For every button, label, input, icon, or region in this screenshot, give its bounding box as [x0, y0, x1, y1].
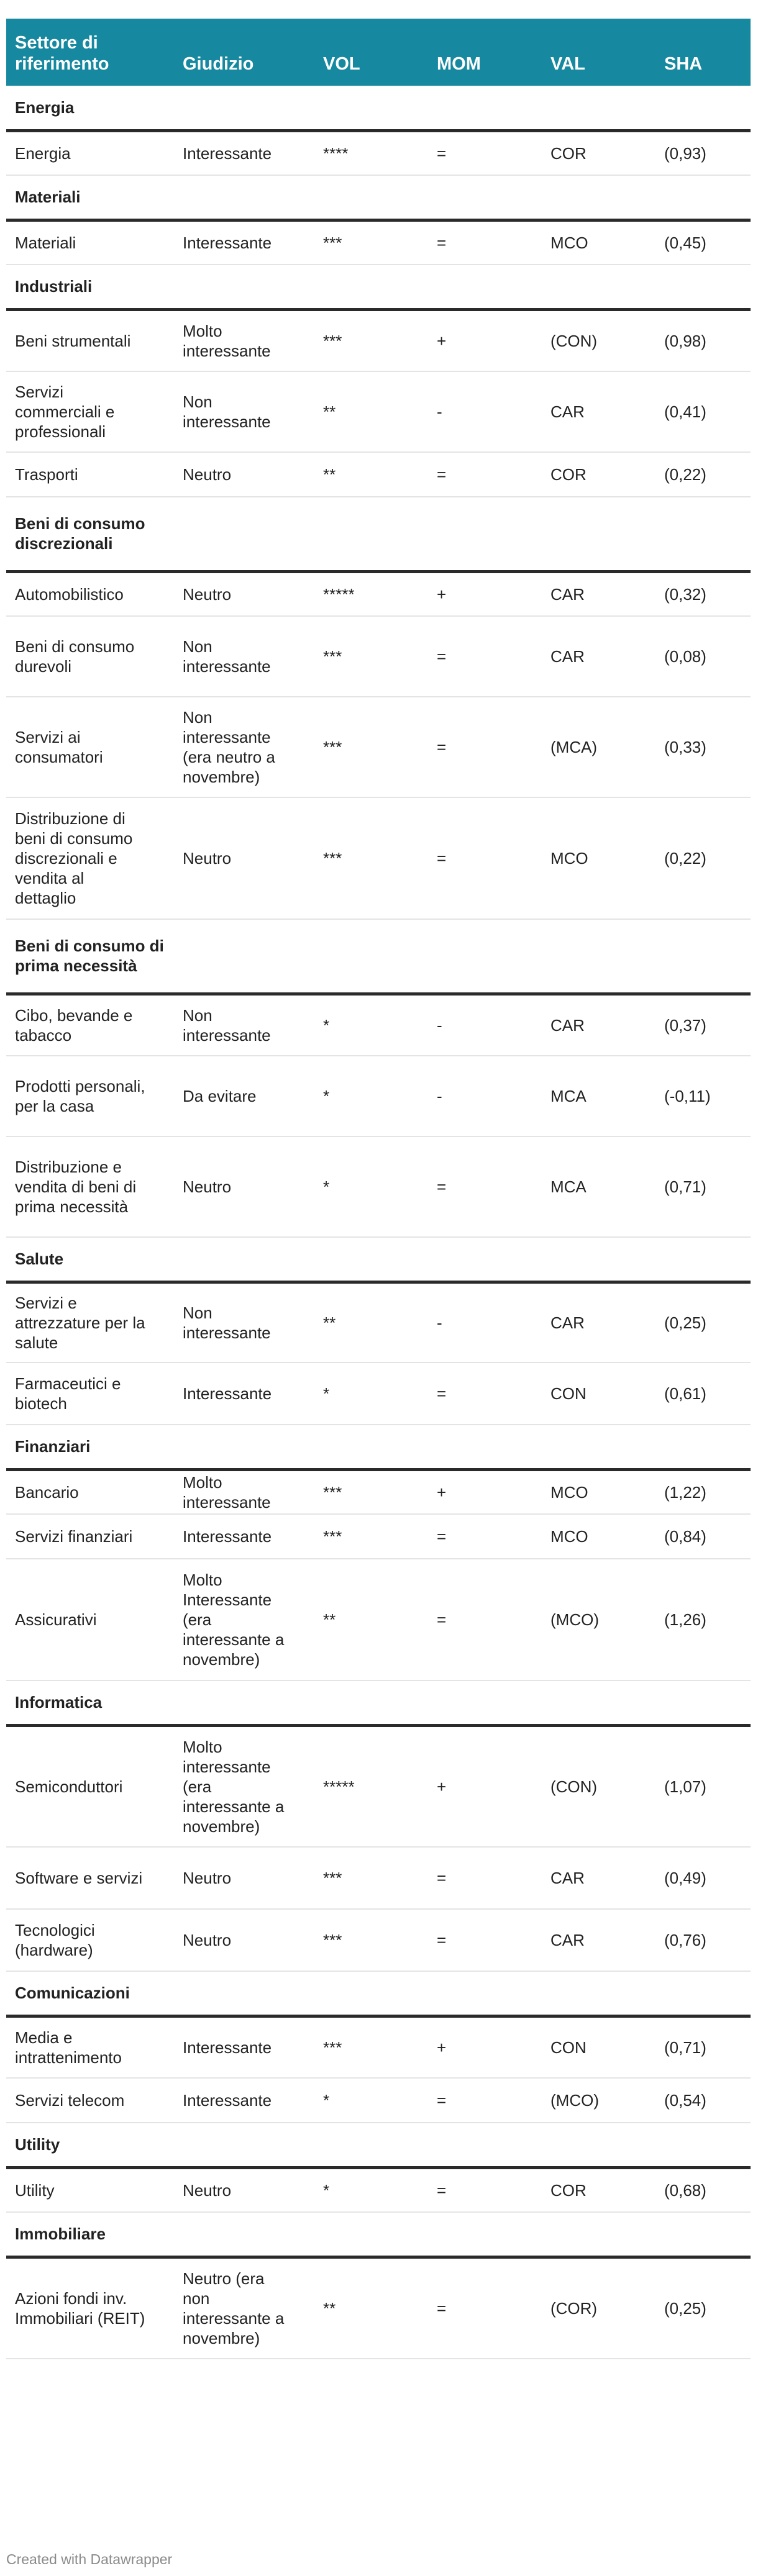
table-row	[6, 2078, 751, 2123]
cell-vol: **	[314, 2257, 428, 2359]
group-name-text: Salute	[15, 1249, 64, 1269]
cell-rating: Interessante	[174, 1363, 314, 1425]
cell-sha: (0,25)	[655, 2257, 751, 2359]
cell-vol: *	[314, 994, 428, 1056]
table-row	[6, 2016, 751, 2078]
cell-val: (MCO)	[542, 2078, 655, 2123]
table-header-row	[6, 19, 751, 86]
table-row	[6, 1363, 751, 1425]
cell-val: CAR	[542, 994, 655, 1056]
group-header-row	[6, 1237, 751, 1282]
cell-sector: Automobilistico	[6, 571, 174, 616]
cell-sector: Cibo, bevande e tabacco	[6, 994, 174, 1056]
group-header-row	[6, 2212, 751, 2257]
cell-mom: +	[428, 309, 542, 371]
cell-mom: -	[428, 1282, 542, 1363]
cell-sha: (0,41)	[655, 371, 751, 452]
cell-vol: ***	[314, 309, 428, 371]
group-header-row	[6, 175, 751, 220]
cell-sha: (0,98)	[655, 309, 751, 371]
cell-vol: *	[314, 2167, 428, 2212]
cell-mom: -	[428, 994, 542, 1056]
cell-sha: (0,45)	[655, 220, 751, 265]
cell-sha: (0,71)	[655, 1136, 751, 1237]
cell-sha: (0,93)	[655, 130, 751, 175]
group-header-row	[6, 1425, 751, 1469]
cell-vol: *	[314, 1056, 428, 1136]
cell-mom: +	[428, 1725, 542, 1847]
cell-rating: Da evitare	[174, 1056, 314, 1136]
cell-sha: (0,33)	[655, 697, 751, 797]
group-header-row	[6, 86, 751, 130]
table-row	[6, 1469, 751, 1514]
cell-sector: Beni di consumo durevoli	[6, 616, 174, 697]
column-header-val: VAL	[550, 54, 585, 74]
group-name-text: Industriali	[15, 277, 93, 296]
group-header-row	[6, 265, 751, 309]
cell-sector: Materiali	[6, 220, 174, 265]
cell-sector: Servizi telecom	[6, 2078, 174, 2123]
group-name-text: Beni di consumo di prima necessità	[15, 937, 164, 976]
cell-sector: Azioni fondi inv. Immobiliari (REIT)	[6, 2257, 174, 2359]
column-header-sha: SHA	[664, 54, 703, 74]
table-row	[6, 1136, 751, 1237]
table-row	[6, 130, 751, 175]
table-row	[6, 797, 751, 919]
cell-sector: Servizi commerciali e professionali	[6, 371, 174, 452]
cell-rating: Non interessante	[174, 1282, 314, 1363]
cell-sector: Prodotti personali, per la casa	[6, 1056, 174, 1136]
cell-sector: Energia	[6, 130, 174, 175]
table-row	[6, 1559, 751, 1680]
group-header-row	[6, 497, 751, 571]
cell-rating: Interessante	[174, 1514, 314, 1559]
group-name	[6, 1971, 751, 2016]
cell-vol: ****	[314, 130, 428, 175]
cell-sector: Trasporti	[6, 452, 174, 497]
group-name-text: Immobiliare	[15, 2225, 106, 2244]
group-name-text: Beni di consumo discrezionali	[15, 514, 145, 553]
column-header-rating: Giudizio	[183, 54, 254, 74]
cell-mom: =	[428, 1136, 542, 1237]
cell-rating: Molto interessante	[174, 309, 314, 371]
sector-table-wrapper	[6, 19, 751, 2359]
table-row	[6, 616, 751, 697]
cell-mom: -	[428, 1056, 542, 1136]
cell-sha: (1,07)	[655, 1725, 751, 1847]
cell-vol: ***	[314, 616, 428, 697]
cell-val: (CON)	[542, 309, 655, 371]
cell-rating: Molto Interessante (era interessante a novembre)	[174, 1559, 314, 1680]
cell-vol: ***	[314, 1469, 428, 1514]
group-name	[6, 1425, 751, 1469]
cell-rating: Neutro	[174, 1847, 314, 1909]
cell-sector: Distribuzione di beni di consumo discrezionali e vendita al dettaglio	[6, 797, 174, 919]
cell-mom: =	[428, 2167, 542, 2212]
cell-sha: (-0,11)	[655, 1056, 751, 1136]
cell-sha: (0,61)	[655, 1363, 751, 1425]
cell-rating: Interessante	[174, 130, 314, 175]
cell-sha: (0,37)	[655, 994, 751, 1056]
cell-val: CAR	[542, 371, 655, 452]
cell-val: CAR	[542, 571, 655, 616]
cell-rating: Neutro	[174, 2167, 314, 2212]
cell-vol: ***	[314, 1514, 428, 1559]
column-header-vol: VOL	[323, 54, 360, 74]
sector-table	[6, 19, 751, 2359]
cell-sha: (0,68)	[655, 2167, 751, 2212]
group-name-text: Comunicazioni	[15, 1984, 130, 2003]
cell-val: (COR)	[542, 2257, 655, 2359]
cell-val: CON	[542, 1363, 655, 1425]
cell-sha: (0,84)	[655, 1514, 751, 1559]
group-header-row	[6, 919, 751, 994]
cell-val: CAR	[542, 1909, 655, 1971]
cell-vol: *****	[314, 1725, 428, 1847]
table-row	[6, 1725, 751, 1847]
cell-sector: Servizi e attrezzature per la salute	[6, 1282, 174, 1363]
column-header-sector: Settore di riferimento	[15, 33, 109, 74]
cell-sha: (0,32)	[655, 571, 751, 616]
cell-vol: ***	[314, 2016, 428, 2078]
group-name	[6, 265, 751, 309]
cell-val: (CON)	[542, 1725, 655, 1847]
cell-rating: Neutro	[174, 452, 314, 497]
cell-sha: (1,22)	[655, 1469, 751, 1514]
cell-vol: **	[314, 371, 428, 452]
table-row	[6, 1909, 751, 1971]
table-row	[6, 2167, 751, 2212]
cell-vol: **	[314, 1282, 428, 1363]
cell-mom: +	[428, 571, 542, 616]
cell-mom: =	[428, 1363, 542, 1425]
cell-rating: Interessante	[174, 2078, 314, 2123]
cell-mom: +	[428, 1469, 542, 1514]
cell-val: MCO	[542, 797, 655, 919]
cell-mom: +	[428, 2016, 542, 2078]
cell-mom: =	[428, 1909, 542, 1971]
group-name	[6, 86, 751, 130]
cell-rating: Neutro	[174, 571, 314, 616]
cell-mom: =	[428, 452, 542, 497]
cell-vol: ***	[314, 220, 428, 265]
cell-rating: Non interessante	[174, 371, 314, 452]
group-header-row	[6, 2123, 751, 2167]
cell-mom: =	[428, 2078, 542, 2123]
cell-sector: Beni strumentali	[6, 309, 174, 371]
group-header-row	[6, 1971, 751, 2016]
cell-sector: Servizi ai consumatori	[6, 697, 174, 797]
cell-val: (MCA)	[542, 697, 655, 797]
cell-mom: =	[428, 697, 542, 797]
cell-val: COR	[542, 2167, 655, 2212]
cell-sha: (0,25)	[655, 1282, 751, 1363]
group-name	[6, 2123, 751, 2167]
cell-vol: **	[314, 452, 428, 497]
cell-rating: Interessante	[174, 2016, 314, 2078]
cell-val: MCO	[542, 1469, 655, 1514]
cell-vol: ***	[314, 1909, 428, 1971]
cell-rating: Molto interessante (era interessante a novembre)	[174, 1725, 314, 1847]
group-name-text: Finanziari	[15, 1437, 91, 1456]
cell-val: COR	[542, 452, 655, 497]
group-name-text: Informatica	[15, 1693, 103, 1712]
cell-sha: (0,76)	[655, 1909, 751, 1971]
footer-credit: Created with Datawrapper	[6, 2551, 173, 2567]
group-name	[6, 2212, 751, 2257]
cell-sha: (1,26)	[655, 1559, 751, 1680]
cell-val: CON	[542, 2016, 655, 2078]
cell-sector: Utility	[6, 2167, 174, 2212]
cell-sha: (0,71)	[655, 2016, 751, 2078]
table-row	[6, 2257, 751, 2359]
cell-sha: (0,54)	[655, 2078, 751, 2123]
cell-vol: *	[314, 1136, 428, 1237]
cell-sha: (0,22)	[655, 452, 751, 497]
group-name-text: Energia	[15, 98, 75, 117]
cell-vol: ***	[314, 1847, 428, 1909]
table-row	[6, 994, 751, 1056]
cell-val: CAR	[542, 1282, 655, 1363]
group-name	[6, 497, 751, 571]
cell-val: MCO	[542, 1514, 655, 1559]
cell-sha: (0,22)	[655, 797, 751, 919]
group-name-text: Utility	[15, 2135, 60, 2154]
cell-mom: -	[428, 371, 542, 452]
cell-sector: Media e intrattenimento	[6, 2016, 174, 2078]
cell-rating: Neutro	[174, 1136, 314, 1237]
cell-sha: (0,49)	[655, 1847, 751, 1909]
table-row	[6, 371, 751, 452]
cell-val: MCA	[542, 1136, 655, 1237]
cell-rating: Neutro	[174, 1909, 314, 1971]
group-name	[6, 919, 751, 994]
cell-mom: =	[428, 220, 542, 265]
cell-rating: Interessante	[174, 220, 314, 265]
cell-vol: *	[314, 1363, 428, 1425]
cell-sector: Tecnologici (hardware)	[6, 1909, 174, 1971]
cell-mom: =	[428, 797, 542, 919]
cell-sector: Distribuzione e vendita di beni di prima necessità	[6, 1136, 174, 1237]
table-row	[6, 220, 751, 265]
cell-rating: Non interessante	[174, 994, 314, 1056]
group-name	[6, 1237, 751, 1282]
group-name	[6, 175, 751, 220]
cell-vol: ***	[314, 797, 428, 919]
cell-mom: =	[428, 1847, 542, 1909]
table-row	[6, 1056, 751, 1136]
cell-val: MCA	[542, 1056, 655, 1136]
cell-sector: Software e servizi	[6, 1847, 174, 1909]
table-row	[6, 452, 751, 497]
table-row	[6, 1282, 751, 1363]
cell-sector: Farmaceutici e biotech	[6, 1363, 174, 1425]
cell-rating: Neutro	[174, 797, 314, 919]
cell-vol: *****	[314, 571, 428, 616]
cell-mom: =	[428, 1559, 542, 1680]
cell-sector: Assicurativi	[6, 1559, 174, 1680]
cell-sector: Servizi finanziari	[6, 1514, 174, 1559]
table-row	[6, 1847, 751, 1909]
cell-sector: Bancario	[6, 1469, 174, 1514]
table-row	[6, 1514, 751, 1559]
table-row	[6, 571, 751, 616]
cell-vol: ***	[314, 697, 428, 797]
cell-mom: =	[428, 616, 542, 697]
cell-val: (MCO)	[542, 1559, 655, 1680]
cell-vol: *	[314, 2078, 428, 2123]
cell-rating: Molto interessante	[174, 1469, 314, 1514]
cell-rating: Non interessante	[174, 616, 314, 697]
cell-val: COR	[542, 130, 655, 175]
cell-val: CAR	[542, 616, 655, 697]
cell-rating: Non interessante (era neutro a novembre)	[174, 697, 314, 797]
cell-val: CAR	[542, 1847, 655, 1909]
cell-val: MCO	[542, 220, 655, 265]
cell-vol: **	[314, 1559, 428, 1680]
group-name	[6, 1680, 751, 1725]
group-name-text: Materiali	[15, 188, 81, 207]
column-header-mom: MOM	[437, 54, 481, 74]
cell-sha: (0,08)	[655, 616, 751, 697]
cell-sector: Semiconduttori	[6, 1725, 174, 1847]
cell-rating: Neutro (era non interessante a novembre)	[174, 2257, 314, 2359]
cell-mom: =	[428, 2257, 542, 2359]
group-header-row	[6, 1680, 751, 1725]
cell-mom: =	[428, 1514, 542, 1559]
table-body	[6, 86, 751, 2359]
cell-mom: =	[428, 130, 542, 175]
table-row	[6, 697, 751, 797]
table-row	[6, 309, 751, 371]
